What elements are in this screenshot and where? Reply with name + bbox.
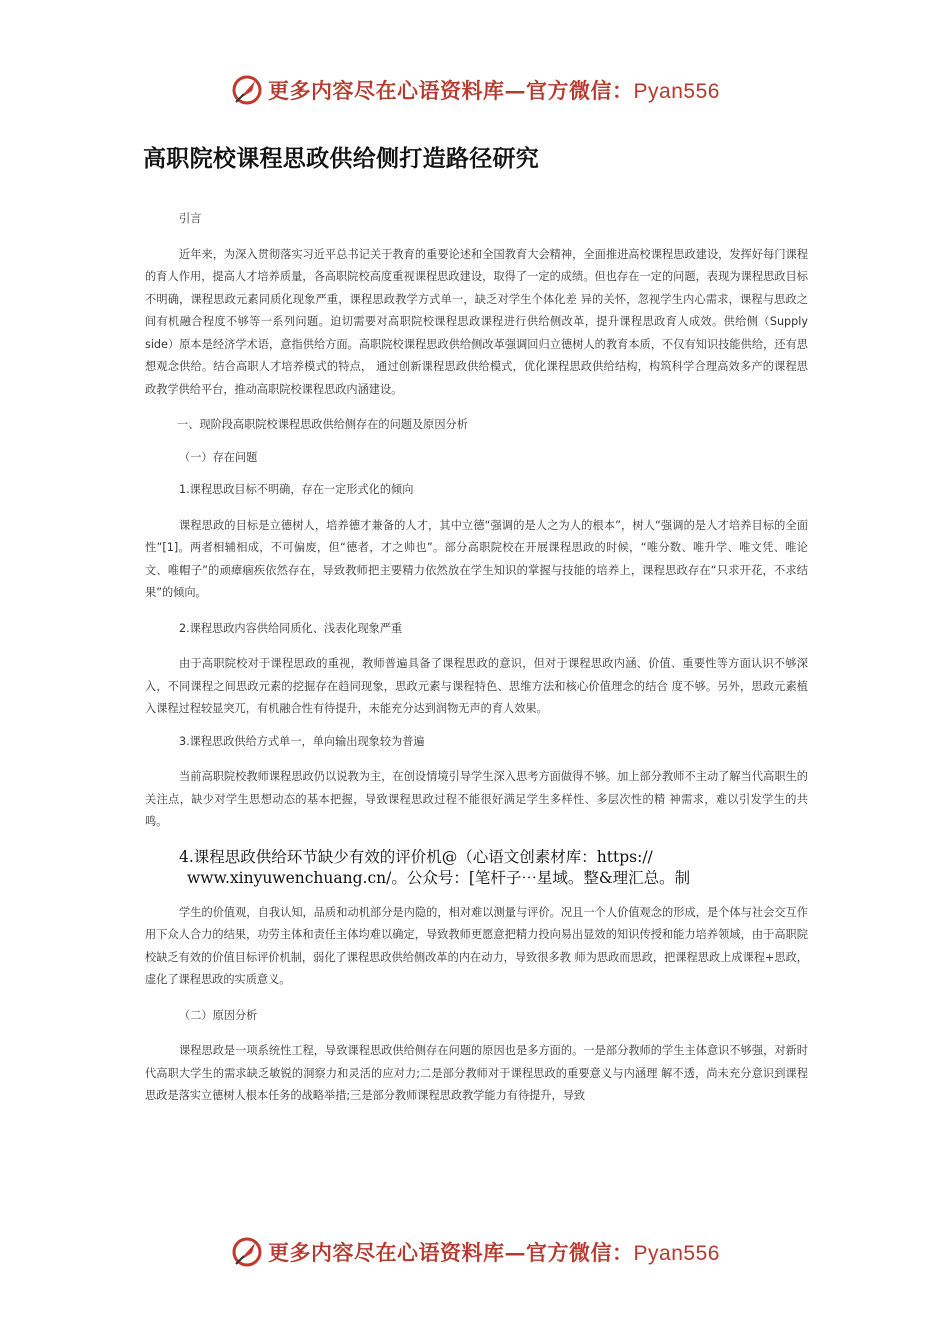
section1-heading: 一、现阶段高职院校课程思政供给侧存在的问题及原因分析 [177, 418, 468, 431]
intro-paragraph: 近年来，为深入贯彻落实习近平总书记关于教育的重要论述和全国教育大会精神，全面推进高校课程思政建设，发挥好每门课程的育人作用，提高人才培养质量，各高职院校高度重视课程思政建设，取得了一定的成绩。但也存在一定的问题，表现为课程思政目标不明确，课程思政元素同质化现象严重，课程思政教学方式单一，缺乏对学生个体化差 异的关怀，忽视学生内心需求，课程与思政之间有机融合程度不够等一系列问题。迫切需要对高职院校课程思政课程进行供给侧改革，提升课程思政育人成效。供给侧（Supply side）原本是经济学术语，意指供给方面。高职院校课程思政供给侧改革强调回归立德树人的教育本质，不仅有知识技能供给，还有思想观念供给。结合高职人才培养模式的特点， 通过创新课程思政供给模式，优化课程思政供给结构，构筑科学合理高效多产的课程思政教学供给平台，推动高职院校课程思政内涵建设。 [145, 247, 808, 396]
item1-paragraph: 课程思政的目标是立德树人，培养德才兼备的人才，其中立德“强调的是人之为人的根本”，树人“强调的是人才培养目标的全面性”[1]。两者相辅相成，不可偏废，但“德者，才之帅也”。部分高职院校在开展课程思政的时候，“唯分数、唯升学、唯文凭、唯论文、唯帽子”的顽瘴痼疾依然存在，导致教师把主要精力依然放在学生知识的掌握与技能的培养上，课程思政存在“只求开花，不求结果”的倾向。 [145, 518, 808, 599]
item4-heading [145, 847, 808, 889]
quill-logo-icon [230, 73, 264, 107]
item2-paragraph: 由于高职院校对于课程思政的重视，教师普遍具备了课程思政的意识，但对于课程思政内涵、价值、重要性等方面认识不够深入，不同课程之间思政元素的挖掘存在趋同现象，思政元素与课程特色、思维方法和核心价值理念的结合 度不够。另外，思政元素植入课程过程较显突兀，有机融合性有待提升，未能充分达到润物无声的育人效果。 [145, 657, 808, 715]
sub1-heading: （一）存在问题 [179, 450, 258, 464]
quill-logo-icon [230, 1235, 264, 1269]
wechat-id-bottom: Pyan556 [633, 1242, 720, 1265]
banner-text: 更多内容尽在心语资料库—官方微信：Pyan556 [268, 78, 720, 103]
intro-heading: 引言 [179, 212, 202, 225]
document-title: 高职院校课程思政供给侧打造路径研究 [143, 145, 540, 171]
item4-heading-line2: www.xinyuwenchuang.cn/。公众号：[笔杆子⋯星域。整&理汇总。制 [187, 868, 691, 887]
document-body [145, 208, 808, 1108]
item3-heading: 3.课程思政供给方式单一，单向输出现象较为普遍 [179, 734, 425, 748]
item3-paragraph: 当前高职院校教师课程思政仍以说教为主，在创设情境引导学生深入思考方面做得不够。加上部分教师不主动了解当代高职生的关注点，缺少对学生思想动态的基本把握，导致课程思政过程不能很好满足学生多样性、多层次性的精 神需求，难以引发学生的共鸣。 [145, 770, 808, 828]
sub2-heading: （二）原因分析 [179, 1008, 258, 1022]
item1-heading: 1.课程思政目标不明确，存在一定形式化的倾向 [179, 483, 414, 496]
item4-heading-line1: 4.课程思政供给环节缺少有效的评价机@（心语文创素材库：https:// [179, 847, 653, 866]
item4-paragraph: 学生的价值观，自我认知，品质和动机部分是内隐的，相对难以测量与评价。况且一个人价值观念的形成，是个体与社会交互作用下众人合力的结果，功劳主体和责任主体均难以确定，导致教师更愿意把精力投向易出显效的知识传授和能力培养领域，由于高职院校缺乏有效的价值目标评价机制，弱化了课程思政供给侧改革的内在动力，导致很多教 师为思政而思政，把课程思政上成课程+思政，虚化了课程思政的实质意义。 [145, 905, 808, 986]
item2-heading: 2.课程思政内容供给同质化、浅表化现象严重 [179, 621, 403, 635]
bottom-banner [0, 1232, 950, 1272]
top-banner [0, 70, 950, 110]
banner-text-bottom: 更多内容尽在心语资料库—官方微信：Pyan556 [268, 1240, 720, 1265]
reason-paragraph: 课程思政是一项系统性工程，导致课程思政供给侧存在问题的原因也是多方面的。一是部分教师的学生主体意识不够强，对新时代高职大学生的需求缺乏敏锐的洞察力和灵活的应对力;二是部分教师对于课程思政的重要意义与内涵理 解不透，尚未充分意识到课程思政是落实立德树人根本任务的战略举措;三是部分教师课程思政教学能力有待提升，导致 [145, 1044, 808, 1102]
wechat-id: Pyan556 [633, 80, 720, 103]
